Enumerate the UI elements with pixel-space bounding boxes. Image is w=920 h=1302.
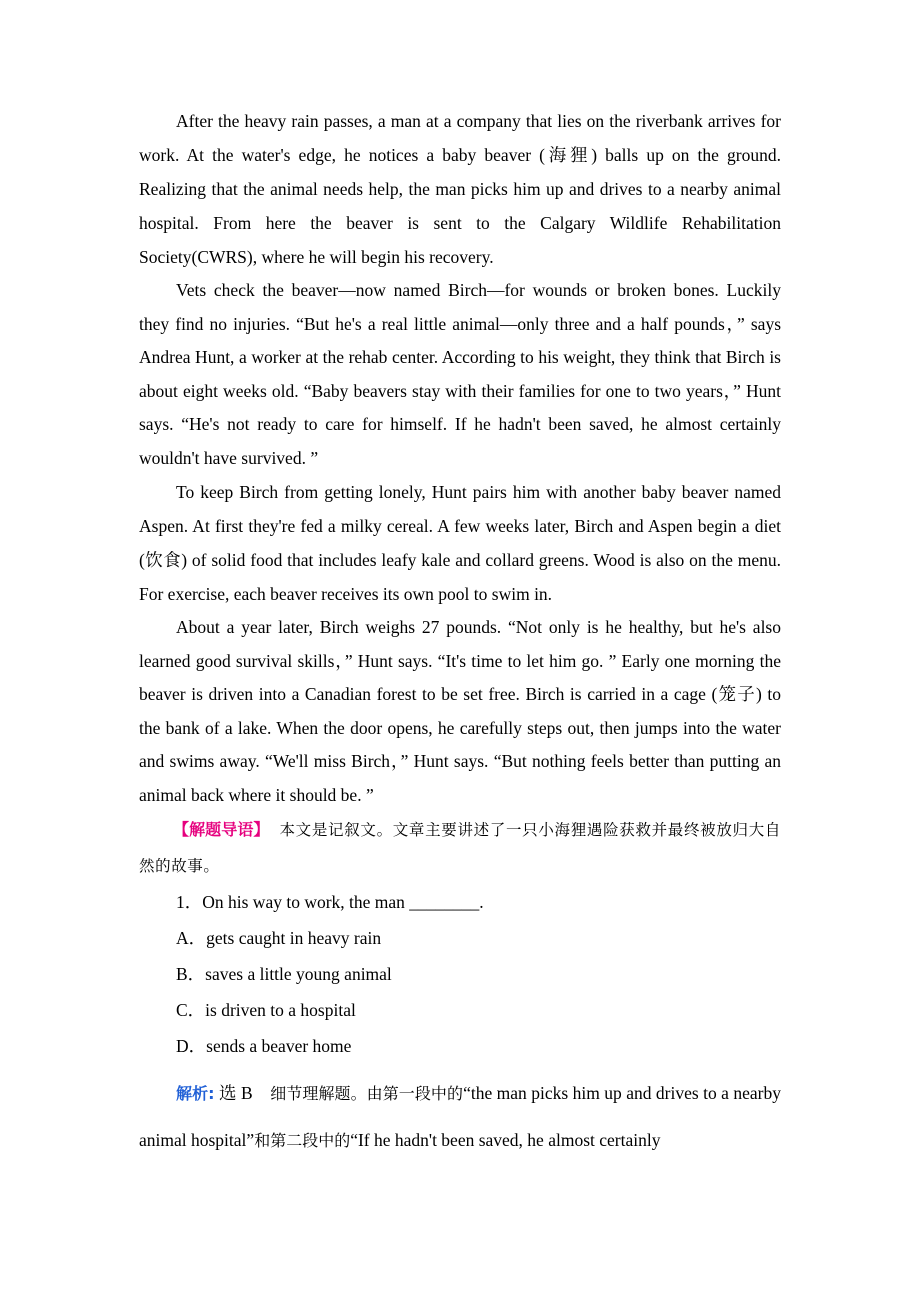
passage-paragraph-2: Vets check the beaver—now named Birch—for wounds or broken bones. Luckily they find no injuries. “But he's a real little animal—only three and a half pounds，” says Andrea Hunt, a worker at the rehab center. According to his weight, they think that Birch is about eight weeks old. “Baby beavers stay with their families for one to two years，” Hunt says. “He's not ready to care for himself. If he hadn't been saved, he almost certainly wouldn't have survived. ”: [139, 280, 781, 468]
passage-paragraph-4: About a year later, Birch weighs 27 pounds. “Not only is he healthy, but he's also learned good survival skills，” Hunt says. “It's time to let him go. ” Early one morning the beaver is driven into a Canadian forest to be set free. Birch is carried in a cage (笼子) to the bank of a lake. When the door opens, he carefully steps out, then jumps into the water and swims away. “We'll miss Birch，” Hunt says. “But nothing feels better than putting an animal back where it should be. ”: [139, 617, 781, 805]
analysis-quote-2: “If he hadn't been saved, he almost certainly: [350, 1130, 661, 1150]
analysis-quote-1: “the man picks him up and drives to a nearby animal hospital”: [139, 1083, 781, 1150]
question-stem: 1．On his way to work, the man ________.: [176, 892, 484, 912]
passage-paragraph-3: To keep Birch from getting lonely, Hunt pairs him with another baby beaver named Aspen. At first they're fed a milky cereal. A few weeks later, Birch and Aspen begin a diet (饮食) of solid food that includes leafy kale and collard greens. Wood is also on the menu. For exercise, each beaver receives its own pool to swim in.: [139, 482, 781, 604]
analysis-section: [139, 1070, 781, 1164]
analysis-answer: 选 B: [214, 1083, 271, 1103]
guide-label: 【解题导语】: [173, 820, 270, 839]
guide-text: 本文是记叙文。文章主要讲述了一只小海狸遇险获救并最终被放归大自然的故事。: [139, 821, 781, 875]
guide-section: [139, 812, 781, 884]
option-a: A．gets caught in heavy rain: [176, 928, 382, 948]
analysis-text-cn-1: 细节理解题。由第一段中的: [270, 1084, 464, 1103]
passage-paragraph-1: After the heavy rain passes, a man at a company that lies on the riverbank arrives for work. At the water's edge, he notices a baby beaver (海狸) balls up on the ground. Realizing that the animal needs help, the man picks him up and drives to a nearby animal hospital. From here the beaver is sent to the Calgary Wildlife Rehabilitation Society(CWRS), where he will begin his recovery.: [139, 111, 781, 267]
analysis-label: 解析:: [176, 1084, 215, 1103]
analysis-text-cn-2: 和第二段中的: [254, 1131, 351, 1150]
document-page: [139, 104, 781, 1164]
option-b: B．saves a little young animal: [176, 964, 392, 984]
option-d: D．sends a beaver home: [176, 1036, 352, 1056]
option-c: C．is driven to a hospital: [176, 1000, 356, 1020]
